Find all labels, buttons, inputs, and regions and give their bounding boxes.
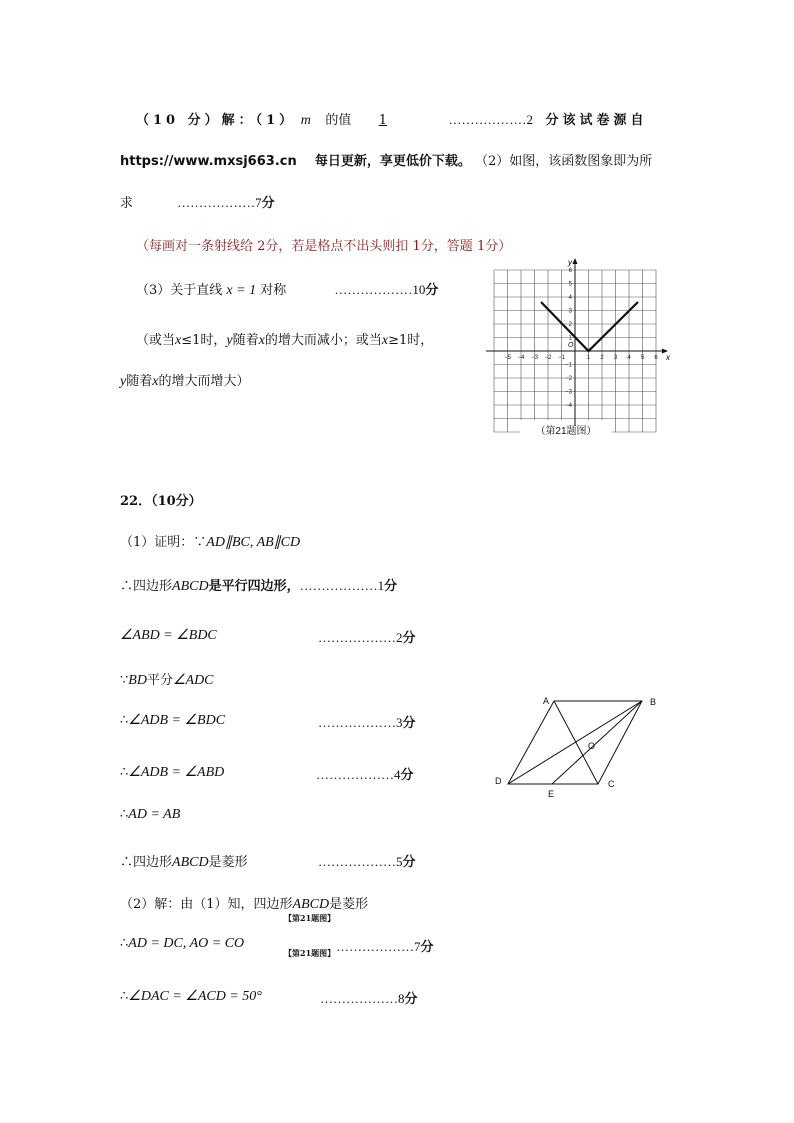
x-tick-label: 5 xyxy=(640,355,645,361)
q22-r10-text: ∴ xyxy=(120,936,129,951)
q22-r10-dots: ………………7 xyxy=(336,939,421,954)
q21-m-var: m xyxy=(300,113,311,128)
q22-r4-text-b: 平分 xyxy=(146,673,173,688)
y-tick-label: 2 xyxy=(568,322,572,328)
q22-r9-text-b: 是菱形 xyxy=(329,897,369,912)
q21-p4b-x: x xyxy=(152,374,159,389)
rhombus-figure xyxy=(488,690,668,802)
q22-r11-dots: ………………8 xyxy=(320,991,405,1006)
q22-r11-score: 分 xyxy=(404,992,418,1007)
x-tick-label: −3 xyxy=(531,355,538,361)
point-label-D: D xyxy=(495,776,502,786)
q21-part3-eq: x = 1 xyxy=(226,283,257,298)
segment-BE xyxy=(552,701,642,784)
scoring-note: （每画对一条射线给 2分，若是格点不出头则扣 1分，答题 1分） xyxy=(136,239,512,254)
q22-r7-text: ∴ xyxy=(120,807,129,822)
q22-r5-dots: ………………3 xyxy=(318,715,403,730)
x-tick-label: −4 xyxy=(517,355,525,361)
y-tick-label: 6 xyxy=(568,268,572,274)
source-url: https://www.mxsj663.cn xyxy=(120,154,297,169)
q22-row4 xyxy=(120,669,214,689)
q21-line1-score-tail: 分该试卷源自 xyxy=(545,113,648,128)
q21-value: 1 xyxy=(378,113,388,128)
q22-r2-text-b: 是平行四边形， xyxy=(208,579,300,594)
q21-line2 xyxy=(120,150,652,169)
q22-r6-math: ∠ADB = ∠ABD xyxy=(128,765,225,780)
q22-r4-math2: ∠ADC xyxy=(172,673,214,688)
q22-r5-math: ∠ADB = ∠BDC xyxy=(128,713,226,728)
q21-p4a-text-d: 的增大而减小；或当 xyxy=(264,333,382,348)
q21-part3 xyxy=(136,279,438,299)
q22-row3-score xyxy=(318,627,416,646)
q21-p4b-text-a: 随着 xyxy=(126,374,153,389)
update-notice: 每日更新，享更低价下载。 xyxy=(314,154,471,169)
q21-p4a-text-c: 随着 xyxy=(232,333,259,348)
q21-p4a-y1: y xyxy=(226,333,233,348)
q21-line1 xyxy=(136,109,647,129)
q22-row11-score xyxy=(320,988,418,1007)
q22-r3-score: 分 xyxy=(402,631,416,646)
q21-part2-text: （2）如图，该函数图象即为所 xyxy=(475,154,653,169)
q22-r2-score: 分 xyxy=(384,579,398,594)
q22-r8-score: 分 xyxy=(402,855,416,870)
q22-row10 xyxy=(120,936,244,952)
point-label-C: C xyxy=(608,779,615,789)
q21-label: （10 分）解：（1） xyxy=(136,113,297,128)
q22-r8-text-a: ∴四边形 xyxy=(120,855,173,870)
q22-row3 xyxy=(120,627,217,644)
y-tick-label: −2 xyxy=(565,376,572,382)
function-graph xyxy=(484,256,676,444)
q22-row2 xyxy=(120,575,397,595)
q22-r1-text: （1）证明：∵ xyxy=(120,535,207,550)
q22-title: 22．（10分） xyxy=(120,494,202,509)
q22-row6-score xyxy=(316,764,414,783)
q21-line1-dots: ………………2 xyxy=(448,112,533,127)
y-tick-label: 1 xyxy=(568,335,572,342)
y-tick-label: 3 xyxy=(568,308,572,315)
q22-r4-text-a: ∵ xyxy=(120,673,129,688)
q22-row5 xyxy=(120,712,225,729)
q22-r10-math: AD = DC, AO = CO xyxy=(128,936,245,951)
x-tick-label: 2 xyxy=(600,355,604,361)
q21-p4b-y: y xyxy=(120,374,127,389)
q22-r8-math: ABCD xyxy=(172,855,209,870)
point-label-A: A xyxy=(543,696,550,706)
q22-row1 xyxy=(120,531,300,551)
y-axis-label: y xyxy=(568,258,572,267)
diagonal-BD xyxy=(508,701,642,784)
y-tick-label: 5 xyxy=(568,281,572,288)
q22-r11-text: ∴ xyxy=(120,989,129,1004)
origin-label: O xyxy=(568,342,574,349)
y-tick-label: −1 xyxy=(565,362,572,369)
x-tick-label: −2 xyxy=(544,355,552,361)
q22-r8-text-b: 是菱形 xyxy=(208,855,248,870)
q22-r6-score: 分 xyxy=(400,768,414,783)
y-tick-label: 4 xyxy=(568,295,572,301)
q21-of-value: 的值 xyxy=(325,113,352,128)
q21-p4a-text-e: ≥1时， xyxy=(388,333,434,348)
y-tick-label: −4 xyxy=(565,403,572,409)
q21-part3-dots: ………………10 xyxy=(334,282,426,297)
q21-p4b-text-b: 的增大而增大） xyxy=(158,374,250,389)
q22-r3-dots: ………………2 xyxy=(318,630,403,645)
q22-r4-math1: BD xyxy=(128,673,147,688)
q21-line3-score: 分 xyxy=(261,196,275,211)
q21-part3-tail: 对称 xyxy=(260,283,287,298)
y-axis-arrow xyxy=(573,258,578,264)
q22-r9-text-a: （2）解：由（1）知，四边形 xyxy=(120,897,293,912)
figure-tag-1: 【第21题图】 xyxy=(284,913,336,923)
q21-part3-text: （3）关于直线 xyxy=(136,283,223,298)
q22-r5-score: 分 xyxy=(402,716,416,731)
q21-line3 xyxy=(120,192,275,211)
q21-part3-score: 分 xyxy=(425,283,439,298)
x-tick-label: −1 xyxy=(558,355,565,361)
q22-row8 xyxy=(120,851,248,871)
q22-r7-math: AD = AB xyxy=(128,807,181,822)
q22-r2-math: ABCD xyxy=(172,579,209,594)
q21-part4-line-b xyxy=(120,370,249,390)
x-tick-label: −5 xyxy=(504,355,511,361)
q22-r6-dots: ………………4 xyxy=(316,767,401,782)
q21-p4a-x3: x xyxy=(381,333,389,348)
q22-r9-math: ABCD xyxy=(292,897,330,912)
q22-r1-math: AD∥BC, AB∥CD xyxy=(206,535,301,550)
q22-r11-math: ∠DAC = ∠ACD = 50° xyxy=(128,989,262,1004)
point-label-O: O xyxy=(588,741,596,751)
q21-p4a-x1: x xyxy=(175,333,182,348)
q22-r5-text: ∴ xyxy=(120,713,129,728)
y-tick-label: −3 xyxy=(565,389,572,396)
q21-line3-dots: ………………7 xyxy=(177,195,262,210)
x-tick-label: 1 xyxy=(586,355,591,361)
x-tick-label: 6 xyxy=(654,355,658,361)
q22-r3-math: ∠ABD = ∠BDC xyxy=(120,628,217,643)
graph-caption: （第21题图） xyxy=(535,426,597,437)
q22-row9 xyxy=(120,893,368,913)
q21-line3-text: 求 xyxy=(120,196,134,211)
q22-r8-dots: ………………5 xyxy=(318,854,403,869)
q22-row11 xyxy=(120,988,262,1005)
q22-r6-text: ∴ xyxy=(120,765,129,780)
q22-row10-score xyxy=(336,936,434,955)
x-tick-label: 3 xyxy=(613,355,618,361)
q21-p4a-text-b: ≤1时， xyxy=(181,333,227,348)
q22-row8-score xyxy=(318,851,416,870)
q21-p4a-text-a: （或当 xyxy=(136,333,176,348)
q22-r10-score: 分 xyxy=(420,940,434,955)
point-label-E: E xyxy=(548,789,555,799)
figure-tag-2: 【第21题图】 xyxy=(284,948,336,958)
q22-row7 xyxy=(120,807,180,823)
x-axis-label: x xyxy=(666,353,670,362)
q22-r2-text-a: ∴四边形 xyxy=(120,579,173,594)
point-label-B: B xyxy=(650,697,657,707)
q21-p4a-x2: x xyxy=(258,333,265,348)
q22-r2-dots: ………………1 xyxy=(299,578,385,593)
q21-part4-line-a xyxy=(136,329,433,349)
function-rays xyxy=(541,302,638,351)
q22-row6 xyxy=(120,764,224,781)
q22-row5-score xyxy=(318,712,416,731)
x-tick-label: 4 xyxy=(627,355,631,361)
